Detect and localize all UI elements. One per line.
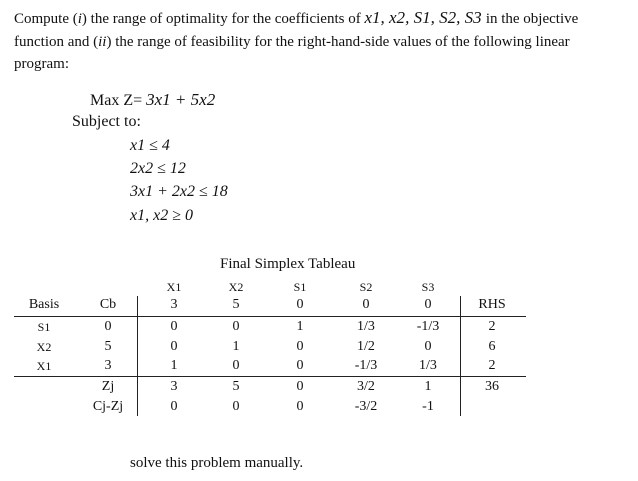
zj-x1: 3 — [170, 379, 178, 394]
header-x1: X1 — [166, 280, 182, 294]
cell: 0 — [170, 339, 178, 354]
cell: 0 — [296, 339, 304, 354]
cell: 0 — [232, 319, 240, 334]
table-divider-left — [137, 296, 138, 416]
tableau-title: Final Simplex Tableau — [220, 256, 356, 272]
zj-x2: 5 — [232, 379, 240, 394]
subject-to-label: Subject to: — [72, 113, 141, 130]
constraint-3: 3x1 + 2x2 ≤ 18 — [130, 183, 228, 200]
cell: 1/3 — [419, 358, 437, 373]
var-s1: S1 — [413, 8, 431, 27]
cell: 1/3 — [357, 319, 375, 334]
cjzj-s1: 0 — [296, 399, 304, 414]
table-rule-bottom — [14, 376, 526, 377]
cb-header: Cb — [99, 297, 117, 312]
cj-s3: 0 — [424, 297, 432, 312]
objective-function: Max Z= 3x1 + 5x2 — [90, 90, 216, 109]
header-s3: S3 — [421, 280, 435, 294]
rhs-s1: 2 — [488, 319, 496, 334]
cjzj-x2: 0 — [232, 399, 240, 414]
var-s2: S2 — [439, 8, 457, 27]
problem-line-2: function and (ii) the range of feasibility for the right-hand-side values of the following linear — [14, 34, 570, 50]
var-x1: x1 — [364, 8, 381, 27]
cell: 0 — [232, 358, 240, 373]
zj-rhs: 36 — [485, 379, 499, 394]
cell: -1/3 — [354, 358, 378, 373]
rhs-x1: 2 — [488, 358, 496, 373]
header-s1: S1 — [293, 280, 307, 294]
rhs-x2: 6 — [488, 339, 496, 354]
cj-s1: 0 — [296, 297, 304, 312]
basis-x1: X1 — [36, 359, 52, 373]
cj-x2: 5 — [232, 297, 240, 312]
cell: 1 — [170, 358, 178, 373]
basis-header: Basis — [28, 297, 60, 312]
cb-s1: 0 — [104, 319, 112, 334]
zj-s1: 0 — [296, 379, 304, 394]
rhs-header: RHS — [478, 297, 506, 312]
zj-s3: 1 — [424, 379, 432, 394]
cj-s2: 0 — [362, 297, 370, 312]
cjzj-label: Cj-Zj — [92, 399, 124, 414]
var-x2: x2 — [389, 8, 406, 27]
table-rule-top — [14, 316, 526, 317]
cjzj-s3: -1 — [422, 399, 434, 414]
cjzj-x1: 0 — [170, 399, 178, 414]
cell: 0 — [424, 339, 432, 354]
basis-x2: X2 — [36, 340, 52, 354]
footer-note: solve this problem manually. — [130, 455, 304, 471]
cell: -1/3 — [416, 319, 440, 334]
zj-s2: 3/2 — [357, 379, 375, 394]
basis-s1: S1 — [37, 320, 51, 334]
var-s3: S3 — [464, 8, 482, 27]
cell: 0 — [170, 319, 178, 334]
cjzj-s2: -3/2 — [354, 399, 378, 414]
problem-line-3: program: — [14, 56, 69, 72]
header-x2: X2 — [228, 280, 244, 294]
constraint-2: 2x2 ≤ 12 — [130, 160, 186, 177]
zj-label: Zj — [101, 379, 115, 394]
cell: 1/2 — [357, 339, 375, 354]
cb-x2: 5 — [104, 339, 112, 354]
constraint-1: x1 ≤ 4 — [130, 137, 170, 154]
header-s2: S2 — [359, 280, 373, 294]
table-divider-right — [460, 296, 461, 416]
problem-line-1: Compute (i) the range of optimality for the coefficients of x1, x2, S1, S2, S3 in the objective — [14, 8, 579, 27]
cb-x1: 3 — [104, 358, 112, 373]
constraint-nonneg: x1, x2 ≥ 0 — [130, 207, 193, 224]
cj-x1: 3 — [170, 297, 178, 312]
cell: 0 — [296, 358, 304, 373]
cell: 1 — [296, 319, 304, 334]
cell: 1 — [232, 339, 240, 354]
